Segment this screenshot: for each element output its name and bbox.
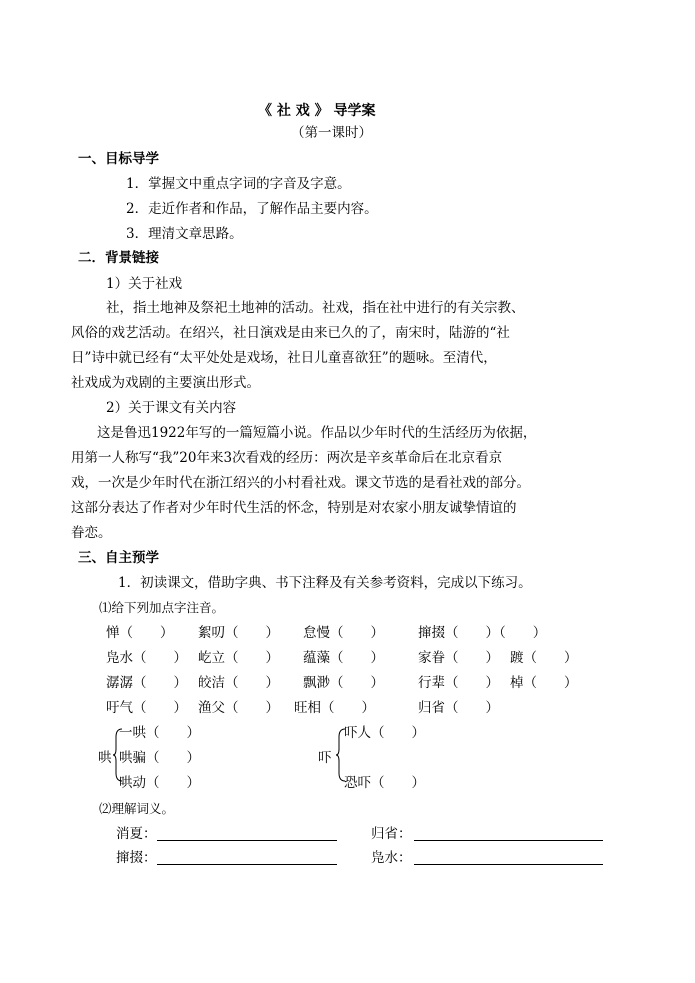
xia-char: 吓 [318,750,332,766]
pinyin-item: 渔父（ ） [198,700,279,716]
answer-line [414,864,603,865]
section1-item: 3．理清文章思路。 [126,226,243,242]
question1-label: ⑴给下列加点字注音。 [99,600,225,615]
pinyin-item: 棹（ ） [510,675,578,691]
pinyin-item: 絮叨（ ） [198,625,279,641]
pinyin-item: 屹立（ ） [198,650,279,666]
pinyin-item: 惮（ ） [106,625,174,641]
pinyin-item: 踱（ ） [510,650,578,666]
section2-para2-line: 这是鲁迅1922年写的一篇短篇小说。作品以少年时代的生活经历为依据， [97,425,537,441]
section2-heading: 二．背景链接 [78,250,159,266]
section3-heading: 三、自主预学 [78,550,159,566]
section2-para1-line: 风俗的戏艺活动。在绍兴，社日演戏是由来已久的了，南宋时，陆游的“社 [71,325,510,341]
hong-item: 一哄（ ） [119,725,200,741]
pinyin-item: 行辈（ ） [418,675,499,691]
section2-para2-line: 戏，一次是少年时代在浙江绍兴的小村看社戏。课文节选的是看社戏的部分。 [71,475,530,491]
pinyin-item: 归省（ ） [418,700,499,716]
section2-para2-line: 这部分表达了作者对少年时代生活的怀念，特别是对农家小朋友诚挚情谊的 [71,500,517,516]
pinyin-item: 吁气（ ） [106,700,187,716]
answer-line [157,864,337,865]
pinyin-item: 怠慢（ ） [303,625,384,641]
definition-label: 归省： [371,826,412,842]
pinyin-item: 家眷（ ） [418,650,499,666]
section2-para1-line: 日”诗中就已经有“太平处处是戏场，社日儿童喜欲狂”的题咏。至清代， [71,350,497,366]
pinyin-item: 飘渺（ ） [303,675,384,691]
hong-char: 哄 [98,750,112,766]
answer-line [157,840,337,841]
question2-label: ⑵理解词义。 [99,801,175,816]
page-title: 《 社 戏 》 导学案 [258,103,376,119]
page-subtitle: （第一课时） [291,125,372,141]
section2-para2-line: 眷恋。 [71,525,112,541]
pinyin-item: 皎洁（ ） [198,675,279,691]
section2-para1-line: 社，指土地神及祭祀土地神的活动。社戏，指在社中进行的有关宗教、 [106,300,525,316]
section1-item: 2．走近作者和作品，了解作品主要内容。 [126,201,378,217]
section3-intro: 1．初读课文，借助字典、书下注释及有关参考资料，完成以下练习。 [118,575,532,591]
section1-item: 1．掌握文中重点字词的字音及字意。 [126,176,351,192]
section2-para2-line: 用第一人称写“我”20年来3次看戏的经历：两次是辛亥革命后在北京看京 [71,450,503,466]
definition-label: 凫水： [371,850,412,866]
definition-label: 撺掇： [116,850,157,866]
pinyin-item: 蕴藻（ ） [303,650,384,666]
pinyin-item: 凫水（ ） [106,650,187,666]
pinyin-item: 潺潺（ ） [106,675,187,691]
section1-heading: 一、目标导学 [78,151,159,167]
xia-item: 吓人（ ） [344,725,425,741]
pinyin-item: 撺掇（ ）（ ） [418,625,547,641]
section2-sub1: 1）关于社戏 [106,276,183,292]
hong-item: 哄动（ ） [119,775,200,791]
pinyin-item: 旺相（ ） [294,700,375,716]
xia-item: 恐吓（ ） [344,775,425,791]
hong-item: 哄骗（ ） [119,750,200,766]
section2-para1-line: 社戏成为戏剧的主要演出形式。 [71,375,260,391]
definition-label: 消夏： [116,826,157,842]
answer-line [414,840,603,841]
section2-sub2: 2）关于课文有关内容 [106,400,237,416]
